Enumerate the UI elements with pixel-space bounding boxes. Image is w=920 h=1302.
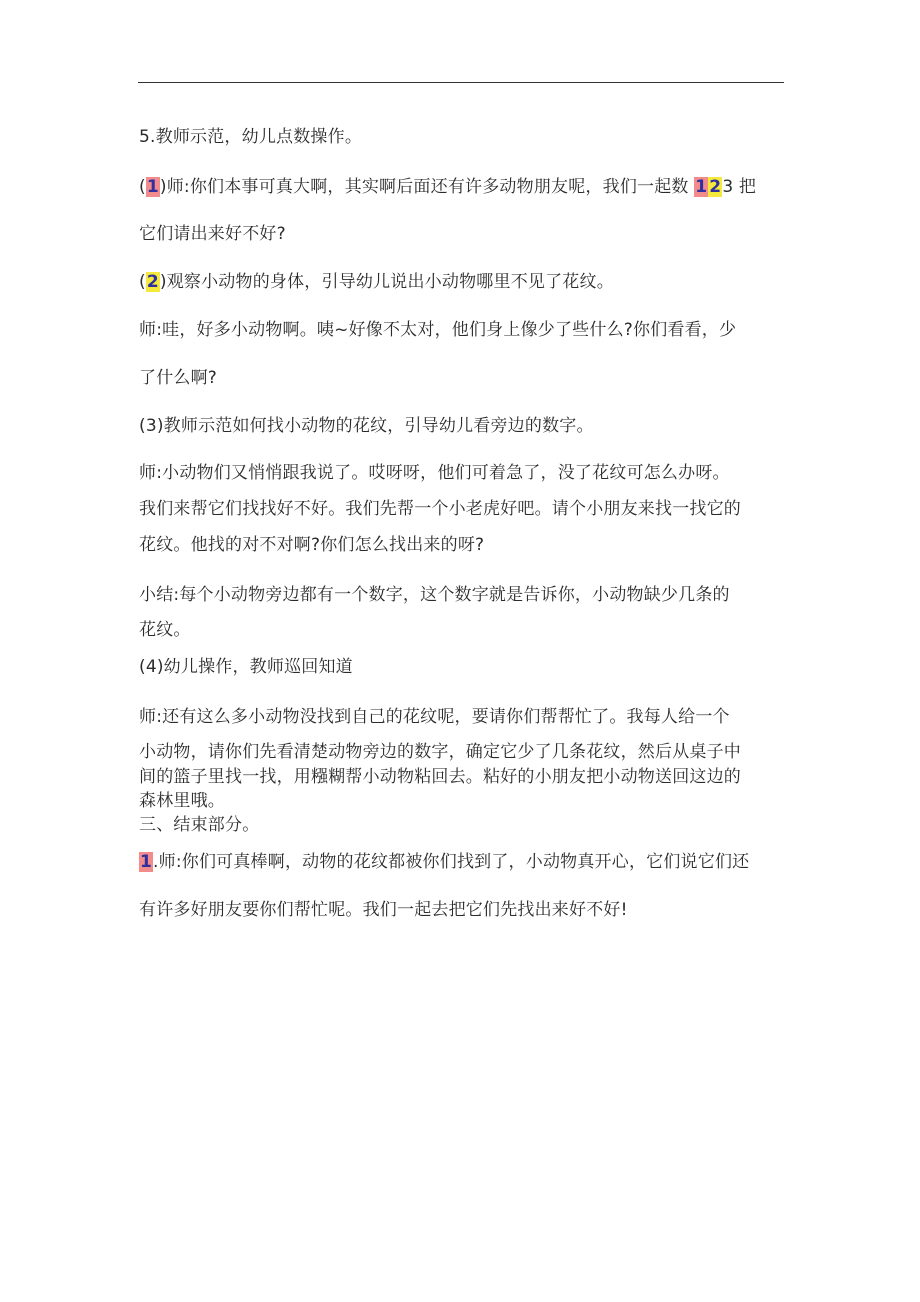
paragraph-line: 它们请出来好不好? [139, 224, 286, 244]
paragraph-line: 了什么啊? [139, 368, 218, 388]
paragraph-line: 有许多好朋友要你们帮忙呢。我们一起去把它们先找出来好不好! [139, 900, 628, 920]
paragraph-line: 我们来帮它们找找好不好。我们先帮一个小老虎好吧。请个小朋友来找一找它的 [139, 499, 741, 519]
summary-line: 小结:每个小动物旁边都有一个数字，这个数字就是告诉你，小动物缺少几条的 [139, 585, 730, 605]
line-text: 3 把 [722, 177, 757, 197]
step-heading: 5.教师示范，幼儿点数操作。 [139, 127, 363, 147]
paragraph-line: 森林里哦。 [139, 791, 225, 811]
paragraph-line: 花纹。他找的对不对啊?你们怎么找出来的呀? [139, 535, 485, 555]
paragraph-line: 师:小动物们又悄悄跟我说了。哎呀呀，他们可着急了，没了花纹可怎么办呀。 [139, 463, 730, 483]
summary-line: 花纹。 [139, 620, 191, 640]
line-text: )观察小动物的身体，引导幼儿说出小动物哪里不见了花纹。 [159, 272, 614, 292]
paragraph-line: 师:还有这么多小动物没找到自己的花纹呢，要请你们帮帮忙了。我每人给一个 [139, 707, 730, 727]
paragraph-line [139, 175, 756, 199]
highlighted-number: 1 [695, 177, 708, 197]
paragraph-line: (4)幼儿操作，教师巡回知道 [139, 657, 353, 677]
paren-open: ( [139, 177, 146, 197]
header-rule [138, 82, 784, 83]
paragraph-line: 小动物，请你们先看清楚动物旁边的数字，确定它少了几条花纹，然后从桌子中 [139, 742, 741, 762]
paragraph-line [139, 850, 749, 874]
highlighted-number: 1 [140, 852, 153, 872]
highlighted-number: 2 [709, 177, 722, 197]
paragraph-line: 间的篮子里找一找，用糨糊帮小动物粘回去。粘好的小朋友把小动物送回这边的 [139, 767, 741, 787]
highlighted-number: 2 [146, 272, 159, 292]
line-text: )师:你们本事可真大啊，其实啊后面还有许多动物朋友呢，我们一起数 [159, 177, 695, 197]
highlighted-number: 1 [146, 177, 159, 197]
section-heading: 三、结束部分。 [139, 815, 260, 835]
paren-open: ( [139, 272, 146, 292]
paragraph-line: (3)教师示范如何找小动物的花纹，引导幼儿看旁边的数字。 [139, 416, 594, 436]
line-text: .师:你们可真棒啊，动物的花纹都被你们找到了，小动物真开心，它们说它们还 [153, 852, 750, 872]
paragraph-line: 师:哇，好多小动物啊。咦~好像不太对，他们身上像少了些什么?你们看看，少 [139, 320, 737, 340]
paragraph-line [139, 270, 614, 294]
